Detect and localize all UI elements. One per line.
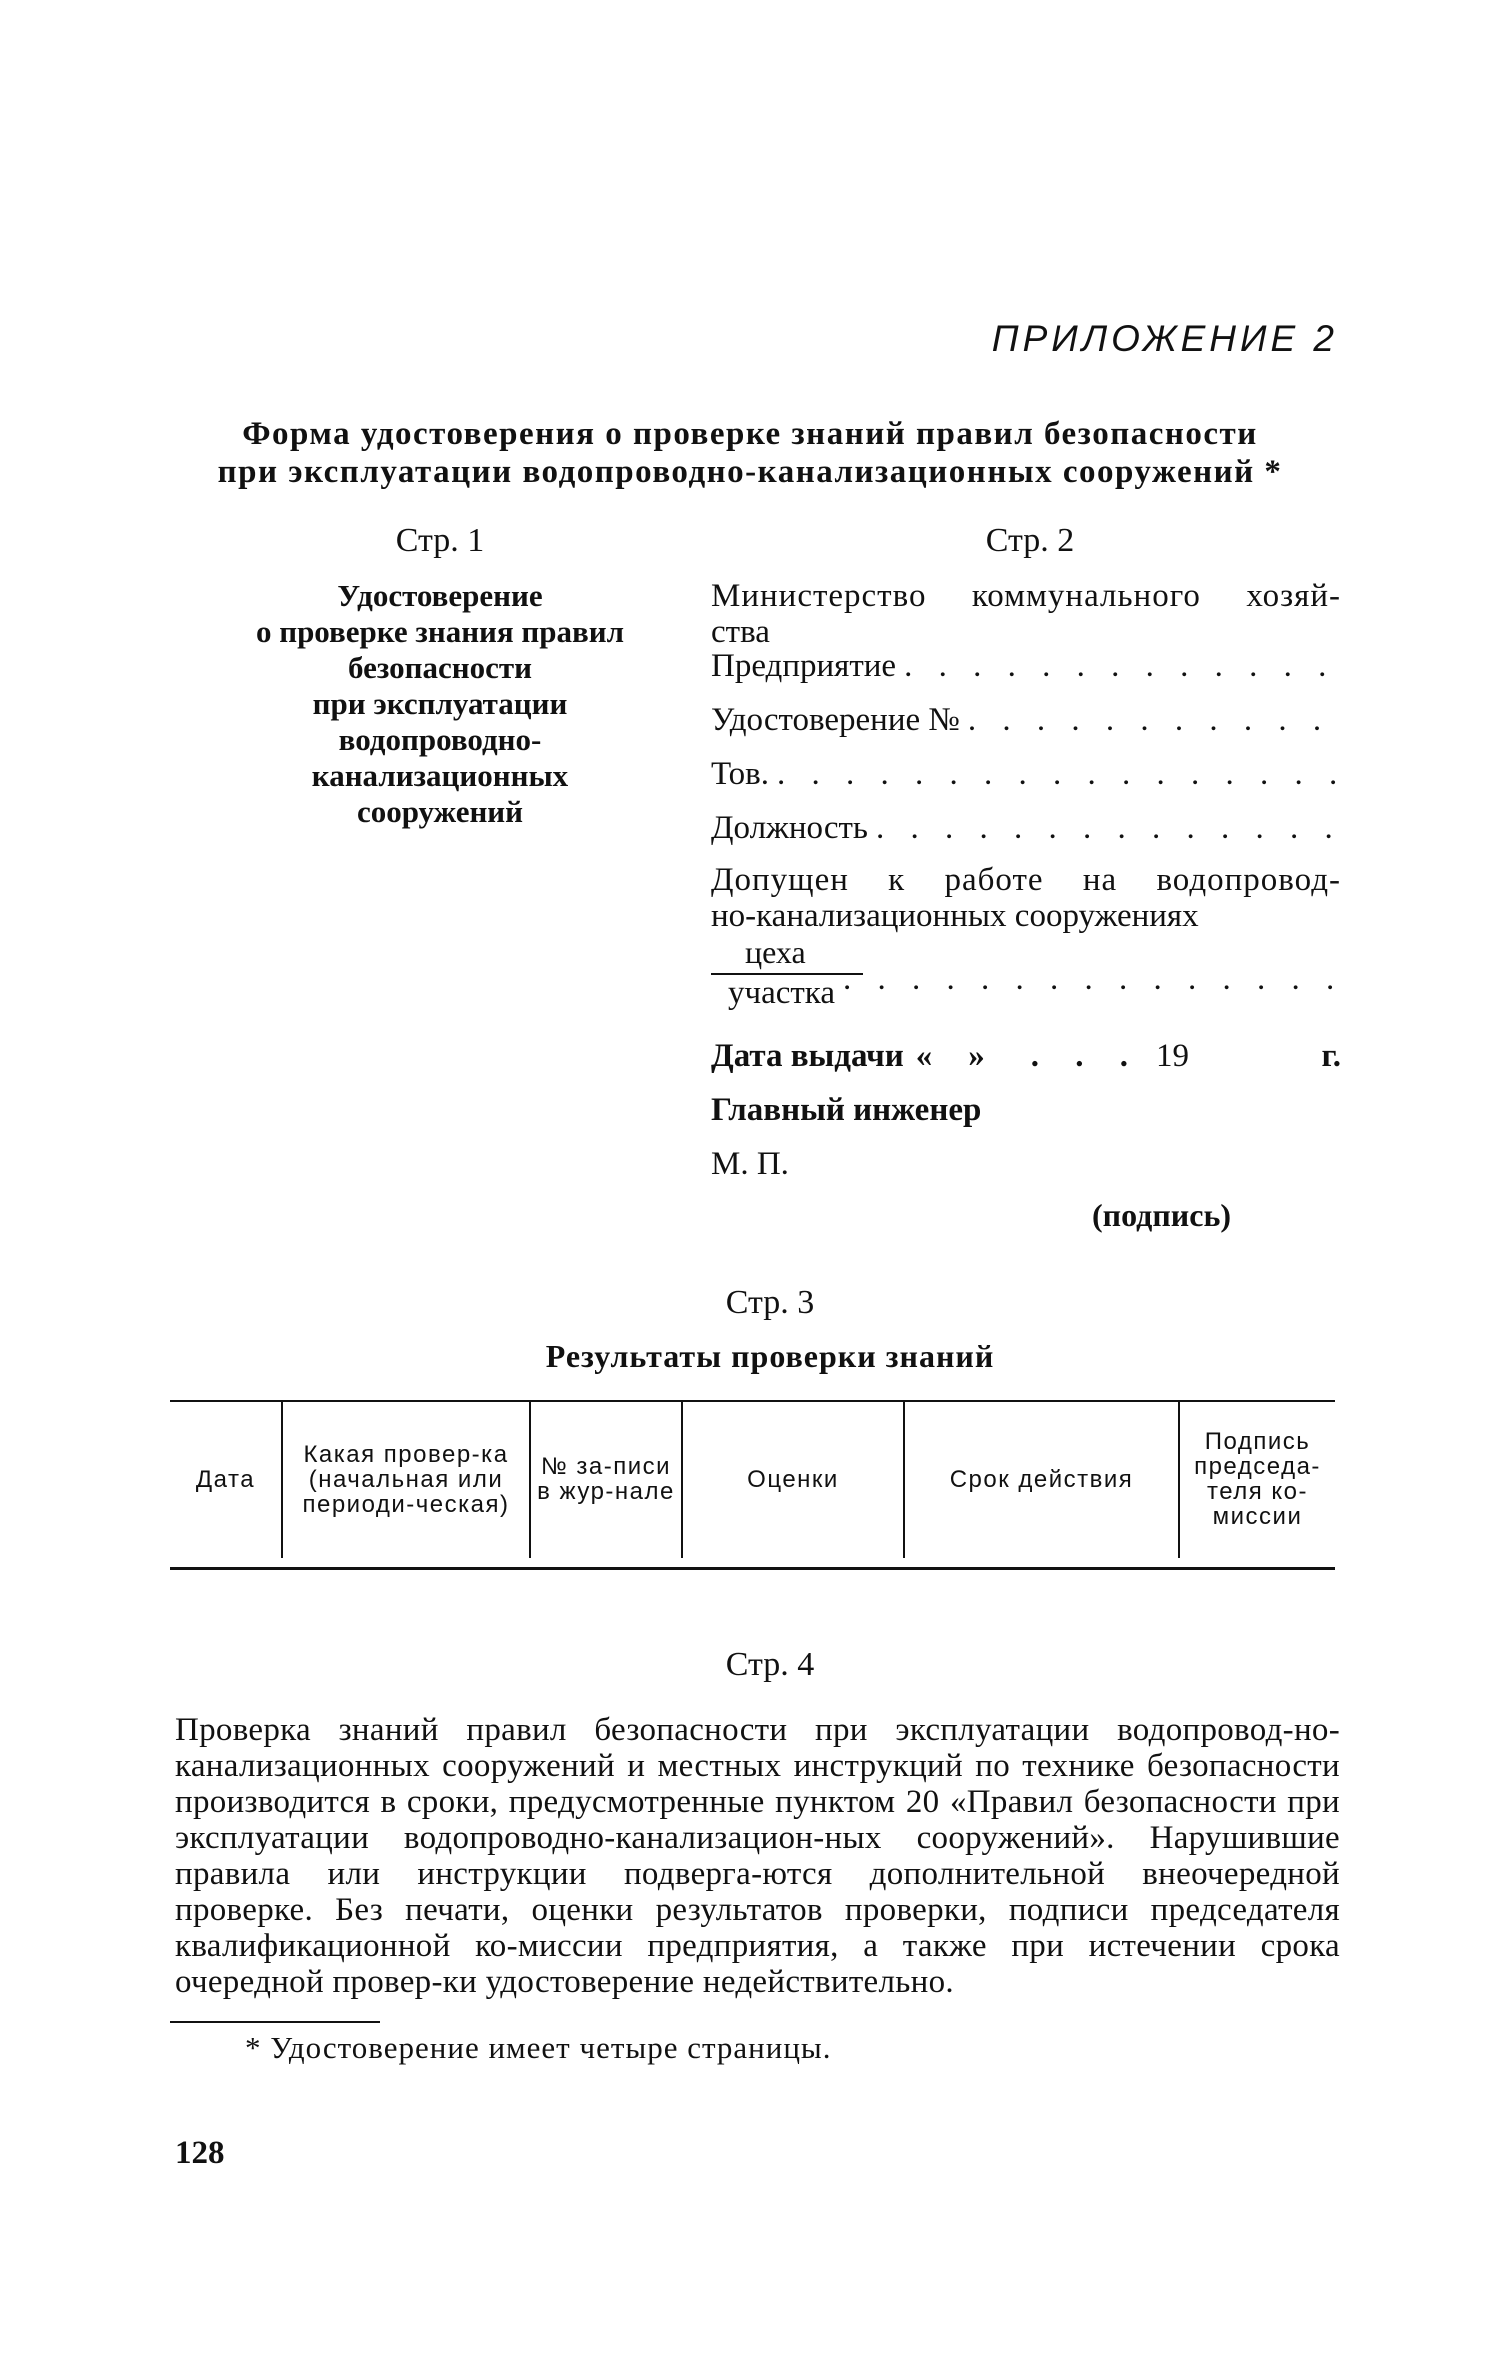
table-top-rule (170, 1400, 1335, 1402)
section-field (728, 975, 1341, 1011)
position-label: Должность (711, 810, 868, 846)
fill-dots (876, 810, 1341, 846)
fill-dots (968, 702, 1341, 738)
ministry (711, 578, 1341, 650)
column-header-date: Дата (170, 1400, 282, 1558)
enterprise-label: Предприятие (711, 648, 897, 684)
page4-label: Стр. 4 (725, 1646, 815, 1683)
certificate-number-field (711, 702, 1341, 738)
certificate-number-label: Удостоверение № (711, 702, 960, 738)
results-table (170, 1400, 1335, 1558)
admission (711, 862, 1341, 934)
chief-engineer-label: Главный инженер (711, 1092, 982, 1128)
table-header-row (170, 1400, 1335, 1558)
column-header-validity: Срок действия (904, 1400, 1179, 1558)
fill-dots (777, 756, 1341, 792)
results-table-section (170, 1400, 1335, 1570)
ministry-line-2: ства (711, 614, 770, 650)
form-title (160, 415, 1340, 491)
page2-label: Стр. 2 (985, 522, 1075, 559)
quote-open: « (915, 1038, 933, 1074)
issue-date-field (711, 1038, 1341, 1074)
workshop-label: цеха (745, 934, 806, 970)
year-prefix: 19 (1156, 1038, 1190, 1074)
page1-label: Стр. 1 (395, 522, 485, 559)
enterprise-field (711, 648, 1341, 684)
admission-line-2: но-канализационных сооружениях (711, 898, 1199, 934)
page1-title-line: Удостоверение (337, 578, 543, 613)
table-bottom-rule (170, 1567, 1335, 1570)
page1-title-line: водопроводно- (338, 722, 542, 757)
page1-title-line: канализационных (311, 758, 569, 793)
column-header-chair-signature: Подпись председа-теля ко-миссии (1179, 1400, 1335, 1558)
results-title: Результаты проверки знаний (545, 1338, 995, 1374)
section-label: участка (728, 975, 835, 1011)
form-title-line-1: Форма удостоверения о проверке знаний правил безопасности (242, 416, 1258, 452)
date-dots: . . . (1030, 1038, 1143, 1074)
column-header-check-type: Какая провер-ка (начальная или периоди-ческая) (282, 1400, 530, 1558)
page1-title-line: при эксплуатации (312, 686, 568, 721)
comrade-label: Тов. (711, 756, 770, 792)
appendix-label: ПРИЛОЖЕНИЕ 2 (991, 318, 1338, 359)
page-number: 128 (175, 2135, 225, 2171)
footnote: * Удостоверение имеет четыре страницы. (245, 2030, 832, 2065)
signature-label: (подпись) (1092, 1197, 1232, 1233)
page4-body-text: Проверка знаний правил безопасности при эксплуатации водопровод-но-канализационных сооружений и местных инструкций по технике безопасности производится в сроки, предусмотренные пунктом 20 «Правил безопасности при эксплуатации водопроводно-канализацион-ных сооружений». Нарушившие правила или инструкции подверга-ются дополнительной внеочередной проверке. Без печати, оценки результатов проверки, подписи председателя квалификационной ко-миссии предприятия, а также при истечении срока очередной провер-ки удостоверение недействительно. (175, 1712, 1340, 2000)
page1-title-line: сооружений (356, 794, 524, 829)
page1-title-line: о проверке знания правил (255, 614, 625, 649)
page3-label: Стр. 3 (725, 1284, 815, 1321)
comrade-field (711, 756, 1341, 792)
column-header-grades: Оценки (682, 1400, 904, 1558)
fill-dots (843, 961, 1341, 997)
page1-title-line: безопасности (348, 650, 532, 685)
ministry-line-1: Министерство коммунального хозяй- (711, 578, 1341, 614)
footnote-rule (170, 2021, 380, 2023)
seal-label: М. П. (711, 1146, 789, 1182)
issue-date-label: Дата выдачи (711, 1038, 904, 1074)
form-title-line-2: при эксплуатации водопроводно-канализационных сооружений * (217, 454, 1283, 490)
fill-dots (904, 648, 1341, 684)
quote-close: » (968, 1038, 985, 1074)
year-suffix: г. (1321, 1038, 1341, 1074)
page1-title (210, 578, 670, 830)
position-field (711, 810, 1341, 846)
admission-line-1: Допущен к работе на водопровод- (711, 862, 1341, 898)
column-header-journal-no: № за-писи в жур-нале (530, 1400, 682, 1558)
